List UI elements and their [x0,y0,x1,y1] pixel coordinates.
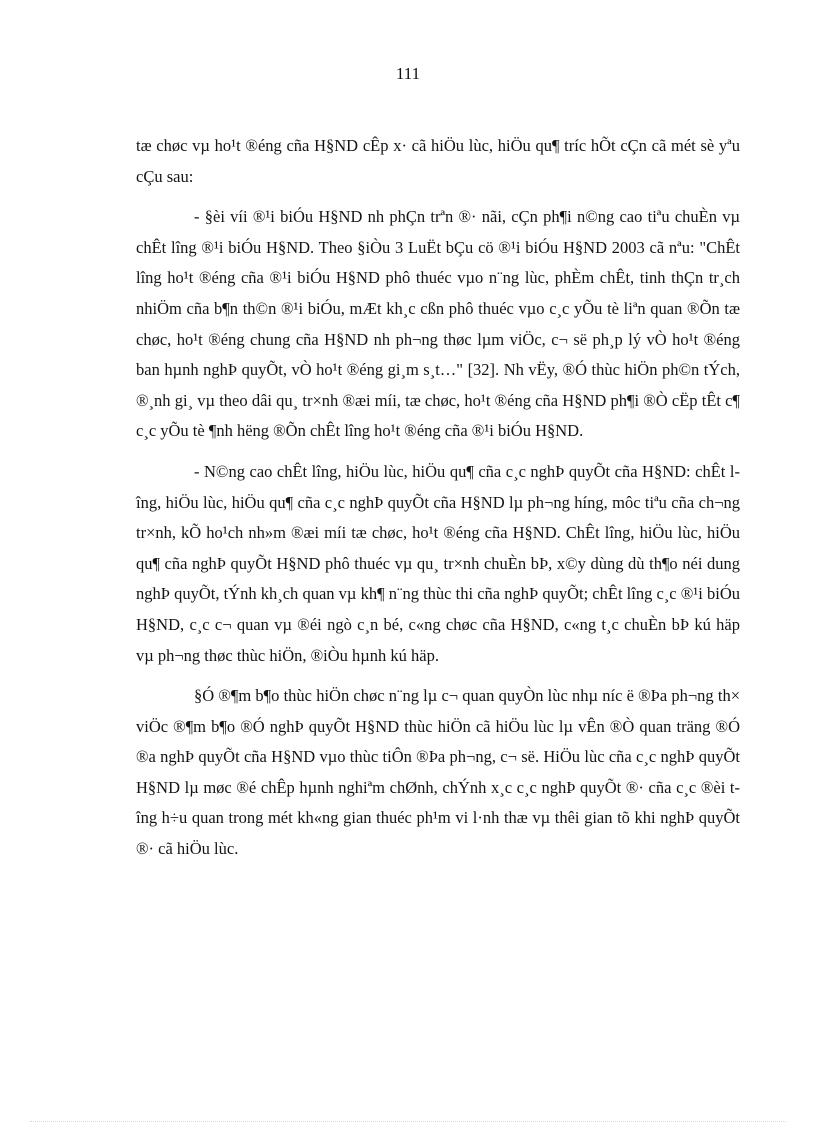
page-number: 111 [395,64,421,83]
page-bottom-border [30,1121,786,1122]
paragraph-2: - §èi víi ®¹i biÓu H§ND nh phÇn trªn ®· nãi, cÇn ph¶i n©ng cao tiªu chuÈn vµ chÊt lîng ®¹i biÓu H§ND. Theo §iÒu 3 LuËt bÇu cö ®¹i biÓu H§ND 2003 cã nªu: "ChÊt lîng ho¹t ®éng cña ®¹i biÓu H§ND phô thuéc vµo n¨ng lùc, phÈm chÊt, tinh thÇn tr¸ch nhiÖm cña b¶n th©n ®¹i biÓu, mÆt kh¸c cßn phô thuéc vµo c¸c yÕu tè liªn quan ®Õn tæ chøc, ho¹t ®éng chung cña H§ND nh ph¬ng thøc lµm viÖc, c¬ së ph¸p lý vÒ ho¹t ®éng ban hµnh nghÞ quyÕt, vÒ ho¹t ®éng gi¸m s¸t…" [32]. Nh vËy, ®Ó thùc hiÖn ph©n tÝch, ®¸nh gi¸ vµ theo dâi qu¸ tr×nh ®æi míi, tæ chøc, ho¹t ®éng cña H§ND ph¶i ®Ò cËp tÊt c¶ c¸c yÕu tè ¶nh hëng ®Õn chÊt lîng ho¹t ®éng cña ®¹i biÓu H§ND. [136,207,740,441]
paragraph-4: §Ó ®¶m b¶o thùc hiÖn chøc n¨ng lµ c¬ quan quyÒn lùc nhµ níc ë ®Þa ph¬ng th× viÖc ®¶m b¶o ®Ó nghÞ quyÕt H§ND thùc hiÖn cã hiÖu lùc lµ vÊn ®Ò quan träng ®Ó ®a nghÞ quyÕt cña H§ND vµo thùc tiÔn ®Þa ph¬ng, c¬ së. HiÖu lùc cña c¸c nghÞ quyÕt H§ND lµ møc ®é chÊp hµnh nghiªm chØnh, chÝnh x¸c c¸c nghÞ quyÕt ®· cña c¸c ®èi tîng h÷u quan trong mét kh«ng gian thuéc ph¹m vi l·nh thæ vµ thêi gian tõ khi nghÞ quyÕt ®· cã hiÖu lùc. [136,686,740,859]
paragraph-3: - N©ng cao chÊt lîng, hiÖu lùc, hiÖu qu¶ cña c¸c nghÞ quyÕt cña H§ND: chÊt lîng, hiÖu lùc, hiÖu qu¶ cña c¸c nghÞ quyÕt cña H§ND lµ ph¬ng híng, môc tiªu cña ch¬ng tr×nh, kÕ ho¹ch nh»m ®æi míi tæ chøc, ho¹t ®éng cña H§ND. ChÊt lîng, hiÖu lùc, hiÖu qu¶ cña nghÞ quyÕt H§ND phô thuéc vµ qu¸ tr×nh chuÈn bÞ, x©y dùng dù th¶o néi dung nghÞ quyÕt, tÝnh kh¸ch quan vµ kh¶ n¨ng thùc thi cña nghÞ quyÕt; chÊt lîng c¸c ®¹i biÓu H§ND, c¸c c¬ quan vµ ®éi ngò c¸n bé, c«ng chøc cña H§ND, c«ng t¸c chuÈn bÞ kú häp vµ ph¬ng thøc thùc hiÖn, ®iÒu hµnh kú häp. [136,461,740,665]
body-text [136,131,740,875]
paragraph-1: tæ chøc vµ ho¹t ®éng cña H§ND cÊp x· cã hiÖu lùc, hiÖu qu¶ tríc hÕt cÇn cã mét sè yªu cÇu sau: [136,136,740,186]
